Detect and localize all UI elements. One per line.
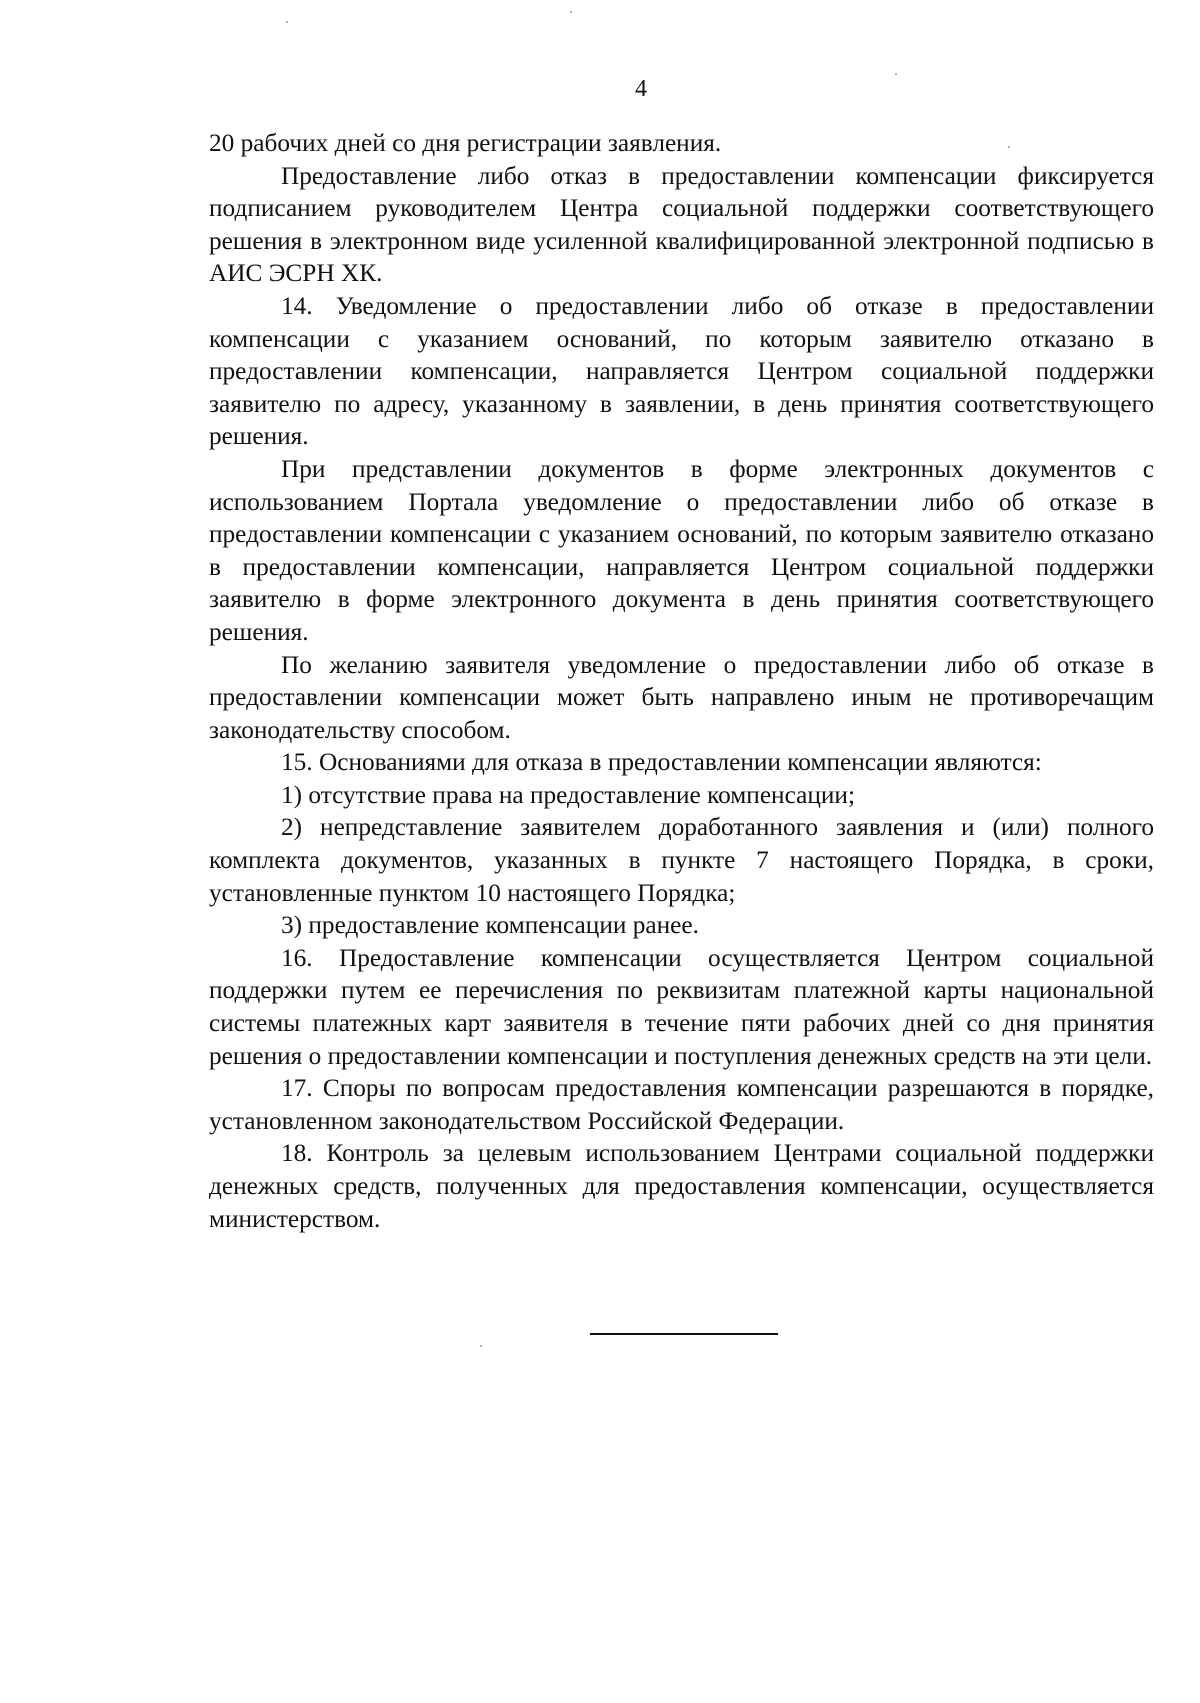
page-number: 4 — [635, 76, 647, 102]
list-item: 2) непредставление заявителем доработанного заявления и (или) полного комплекта документов, указанных в пункте 7 настоящего Порядка, в сроки, установленные пунктом 10 настоящего Порядка; — [209, 813, 1154, 907]
scan-speck — [480, 1345, 482, 1347]
scan-speck — [286, 21, 288, 23]
paragraph: 20 рабочих дней со дня регистрации заявления. — [209, 129, 722, 157]
paragraph-item-15: 15. Основаниями для отказа в предоставлении компенсации являются: — [281, 748, 1042, 777]
scan-speck — [570, 11, 572, 13]
list-item: 3) предоставление компенсации ранее. — [281, 911, 699, 940]
paragraph-item-17: 17. Споры по вопросам предоставления компенсации разрешаются в порядке, установленном законодательством Российской Федерации. — [209, 1074, 1154, 1135]
list-item: 1) отсутствие права на предоставление компенсации; — [281, 780, 855, 809]
document-body — [209, 127, 1154, 1235]
paragraph-item-18: 18. Контроль за целевым использованием Центрами социальной поддержки денежных средств, полученных для предоставления компенсации, осуществляется министерством. — [209, 1139, 1154, 1233]
paragraph-item-16: 16. Предоставление компенсации осуществляется Центром социальной поддержки путем ее перечисления по реквизитам платежной карты национальной системы платежных карт заявителя в течение пяти рабочих дней со дня принятия решения о предоставлении компенсации и поступления денежных средств на эти цели. — [209, 943, 1154, 1070]
paragraph: По желанию заявителя уведомление о предоставлении либо об отказе в предоставлении компенсации может быть направлено иным не противоречащим законодательству способом. — [209, 650, 1154, 744]
paragraph: Предоставление либо отказ в предоставлении компенсации фиксируется подписанием руководителем Центра социальной поддержки соответствующего решения в электронном виде усиленной квалифицированной электронной подписью в АИС ЭСРН ХК. — [209, 161, 1154, 288]
end-of-document-rule — [590, 1333, 778, 1335]
paragraph-item-14: 14. Уведомление о предоставлении либо об отказе в предоставлении компенсации с указанием оснований, по которым заявителю отказано в предоставлении компенсации, направляется Центром социальной поддержки заявителю по адресу, указанному в заявлении, в день принятия соответствующего решения. — [209, 291, 1154, 451]
paragraph: При представлении документов в форме электронных документов с использованием Портала уведомление о предоставлении либо об отказе в предоставлении компенсации с указанием оснований, по которым заявителю отказано в предоставлении компенсации, направляется Центром социальной поддержки заявителю в форме электронного документа в день принятия соответствующего решения. — [209, 454, 1154, 646]
